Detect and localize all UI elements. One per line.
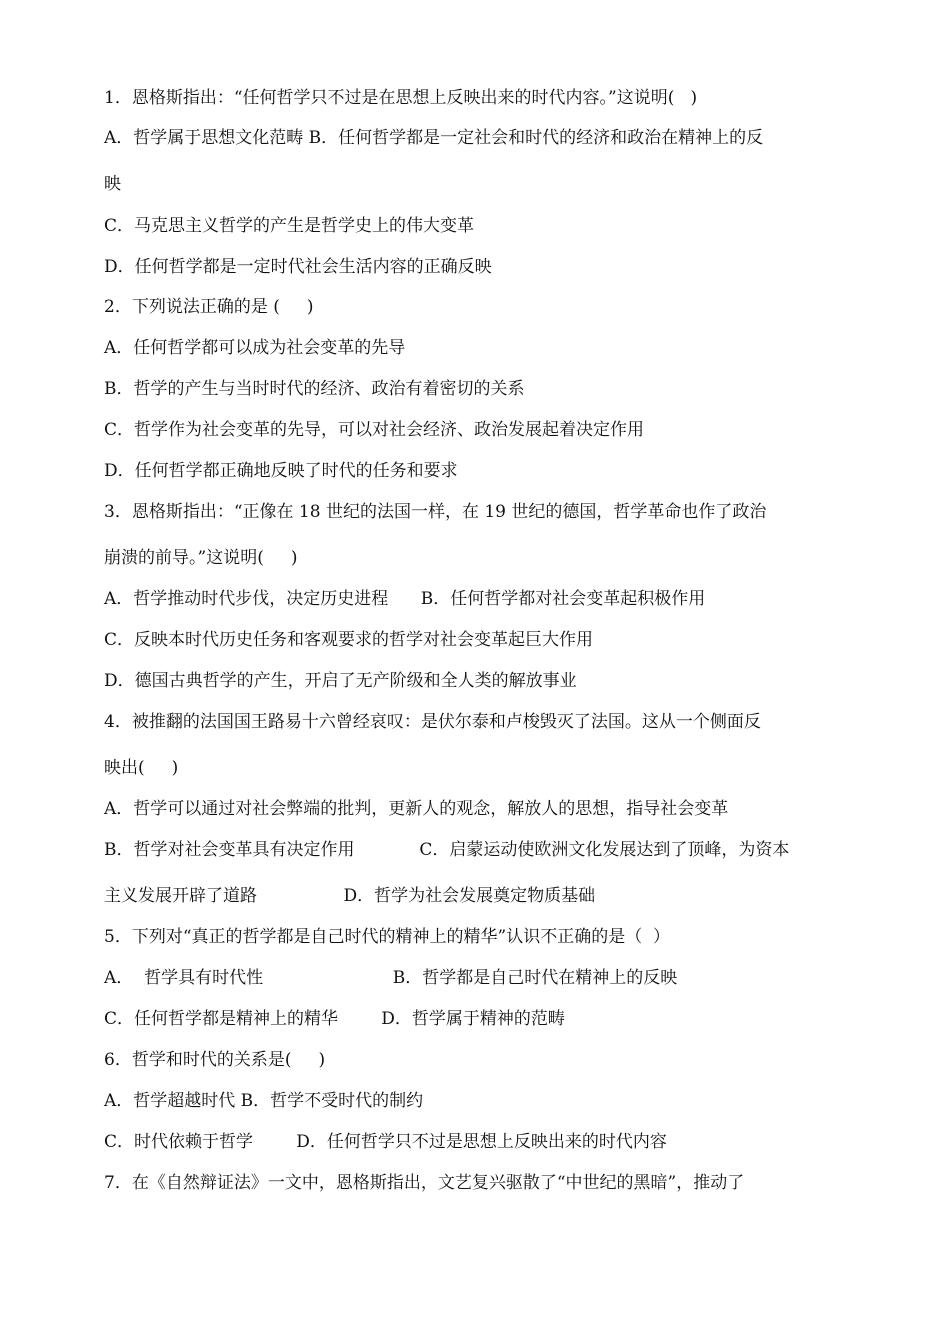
q2-option-b: B．哲学的产生与当时时代的经济、政治有着密切的关系 bbox=[104, 379, 525, 399]
q2-option-c: C．哲学作为社会变革的先导，可以对社会经济、政治发展起着决定作用 bbox=[104, 420, 645, 440]
q6-option-ab: A．哲学超越时代 B．哲学不受时代的制约 bbox=[104, 1091, 424, 1111]
q2-option-a: A．任何哲学都可以成为社会变革的先导 bbox=[104, 338, 406, 358]
q4-option-bc: B．哲学对社会变革具有决定作用 C．启蒙运动使欧洲文化发展达到了顶峰，为资本 bbox=[104, 840, 790, 860]
q1-option-ab: A．哲学属于思想文化范畴 B．任何哲学都是一定社会和时代的经济和政治在精神上的反 bbox=[104, 128, 764, 148]
q6-option-cd: C．时代依赖于哲学 D．任何哲学只不过是思想上反映出来的时代内容 bbox=[104, 1132, 667, 1152]
q2-stem: 2．下列说法正确的是 ( ) bbox=[104, 297, 314, 317]
q1-option-c: C．马克思主义哲学的产生是哲学史上的伟大变革 bbox=[104, 216, 475, 236]
q3-option-d: D．德国古典哲学的产生，开启了无产阶级和全人类的解放事业 bbox=[104, 671, 577, 691]
q4-stem-cont: 映出( ) bbox=[104, 758, 179, 778]
q4-option-a: A．哲学可以通过对社会弊端的批判，更新人的观念，解放人的思想，指导社会变革 bbox=[104, 799, 729, 819]
q3-stem-cont: 崩溃的前导。”这说明( ) bbox=[104, 548, 298, 568]
q5-option-cd: C．任何哲学都是精神上的精华 D．哲学属于精神的范畴 bbox=[104, 1009, 565, 1029]
q5-stem: 5．下列对“真正的哲学都是自己时代的精神上的精华”认识不正确的是（ ） bbox=[104, 927, 671, 947]
q6-stem: 6．哲学和时代的关系是( ) bbox=[104, 1050, 326, 1070]
q7-stem: 7．在《自然辩证法》一文中，恩格斯指出，文艺复兴驱散了“中世纪的黑暗”，推动了 bbox=[104, 1173, 745, 1193]
q4-stem: 4．被推翻的法国国王路易十六曾经哀叹：是伏尔泰和卢梭毁灭了法国。这从一个侧面反 bbox=[104, 712, 761, 732]
q3-stem: 3．恩格斯指出：“正像在 18 世纪的法国一样，在 19 世纪的德国，哲学革命也作了政治 bbox=[104, 502, 767, 522]
q3-option-ab: A．哲学推动时代步伐，决定历史进程 B．任何哲学都对社会变革起积极作用 bbox=[104, 589, 706, 609]
q1-stem: 1．恩格斯指出：“任何哲学只不过是在思想上反映出来的时代内容。”这说明( ) bbox=[104, 88, 698, 108]
q5-option-ab: A． 哲学具有时代性 B．哲学都是自己时代在精神上的反映 bbox=[104, 968, 678, 988]
q1-option-b-cont: 映 bbox=[104, 174, 121, 194]
q4-option-c-cont-d: 主义发展开辟了道路 D．哲学为社会发展奠定物质基础 bbox=[104, 886, 596, 906]
q2-option-d: D．任何哲学都正确地反映了时代的任务和要求 bbox=[104, 461, 458, 481]
q3-option-c: C．反映本时代历史任务和客观要求的哲学对社会变革起巨大作用 bbox=[104, 630, 594, 650]
q1-option-d: D．任何哲学都是一定时代社会生活内容的正确反映 bbox=[104, 257, 492, 277]
